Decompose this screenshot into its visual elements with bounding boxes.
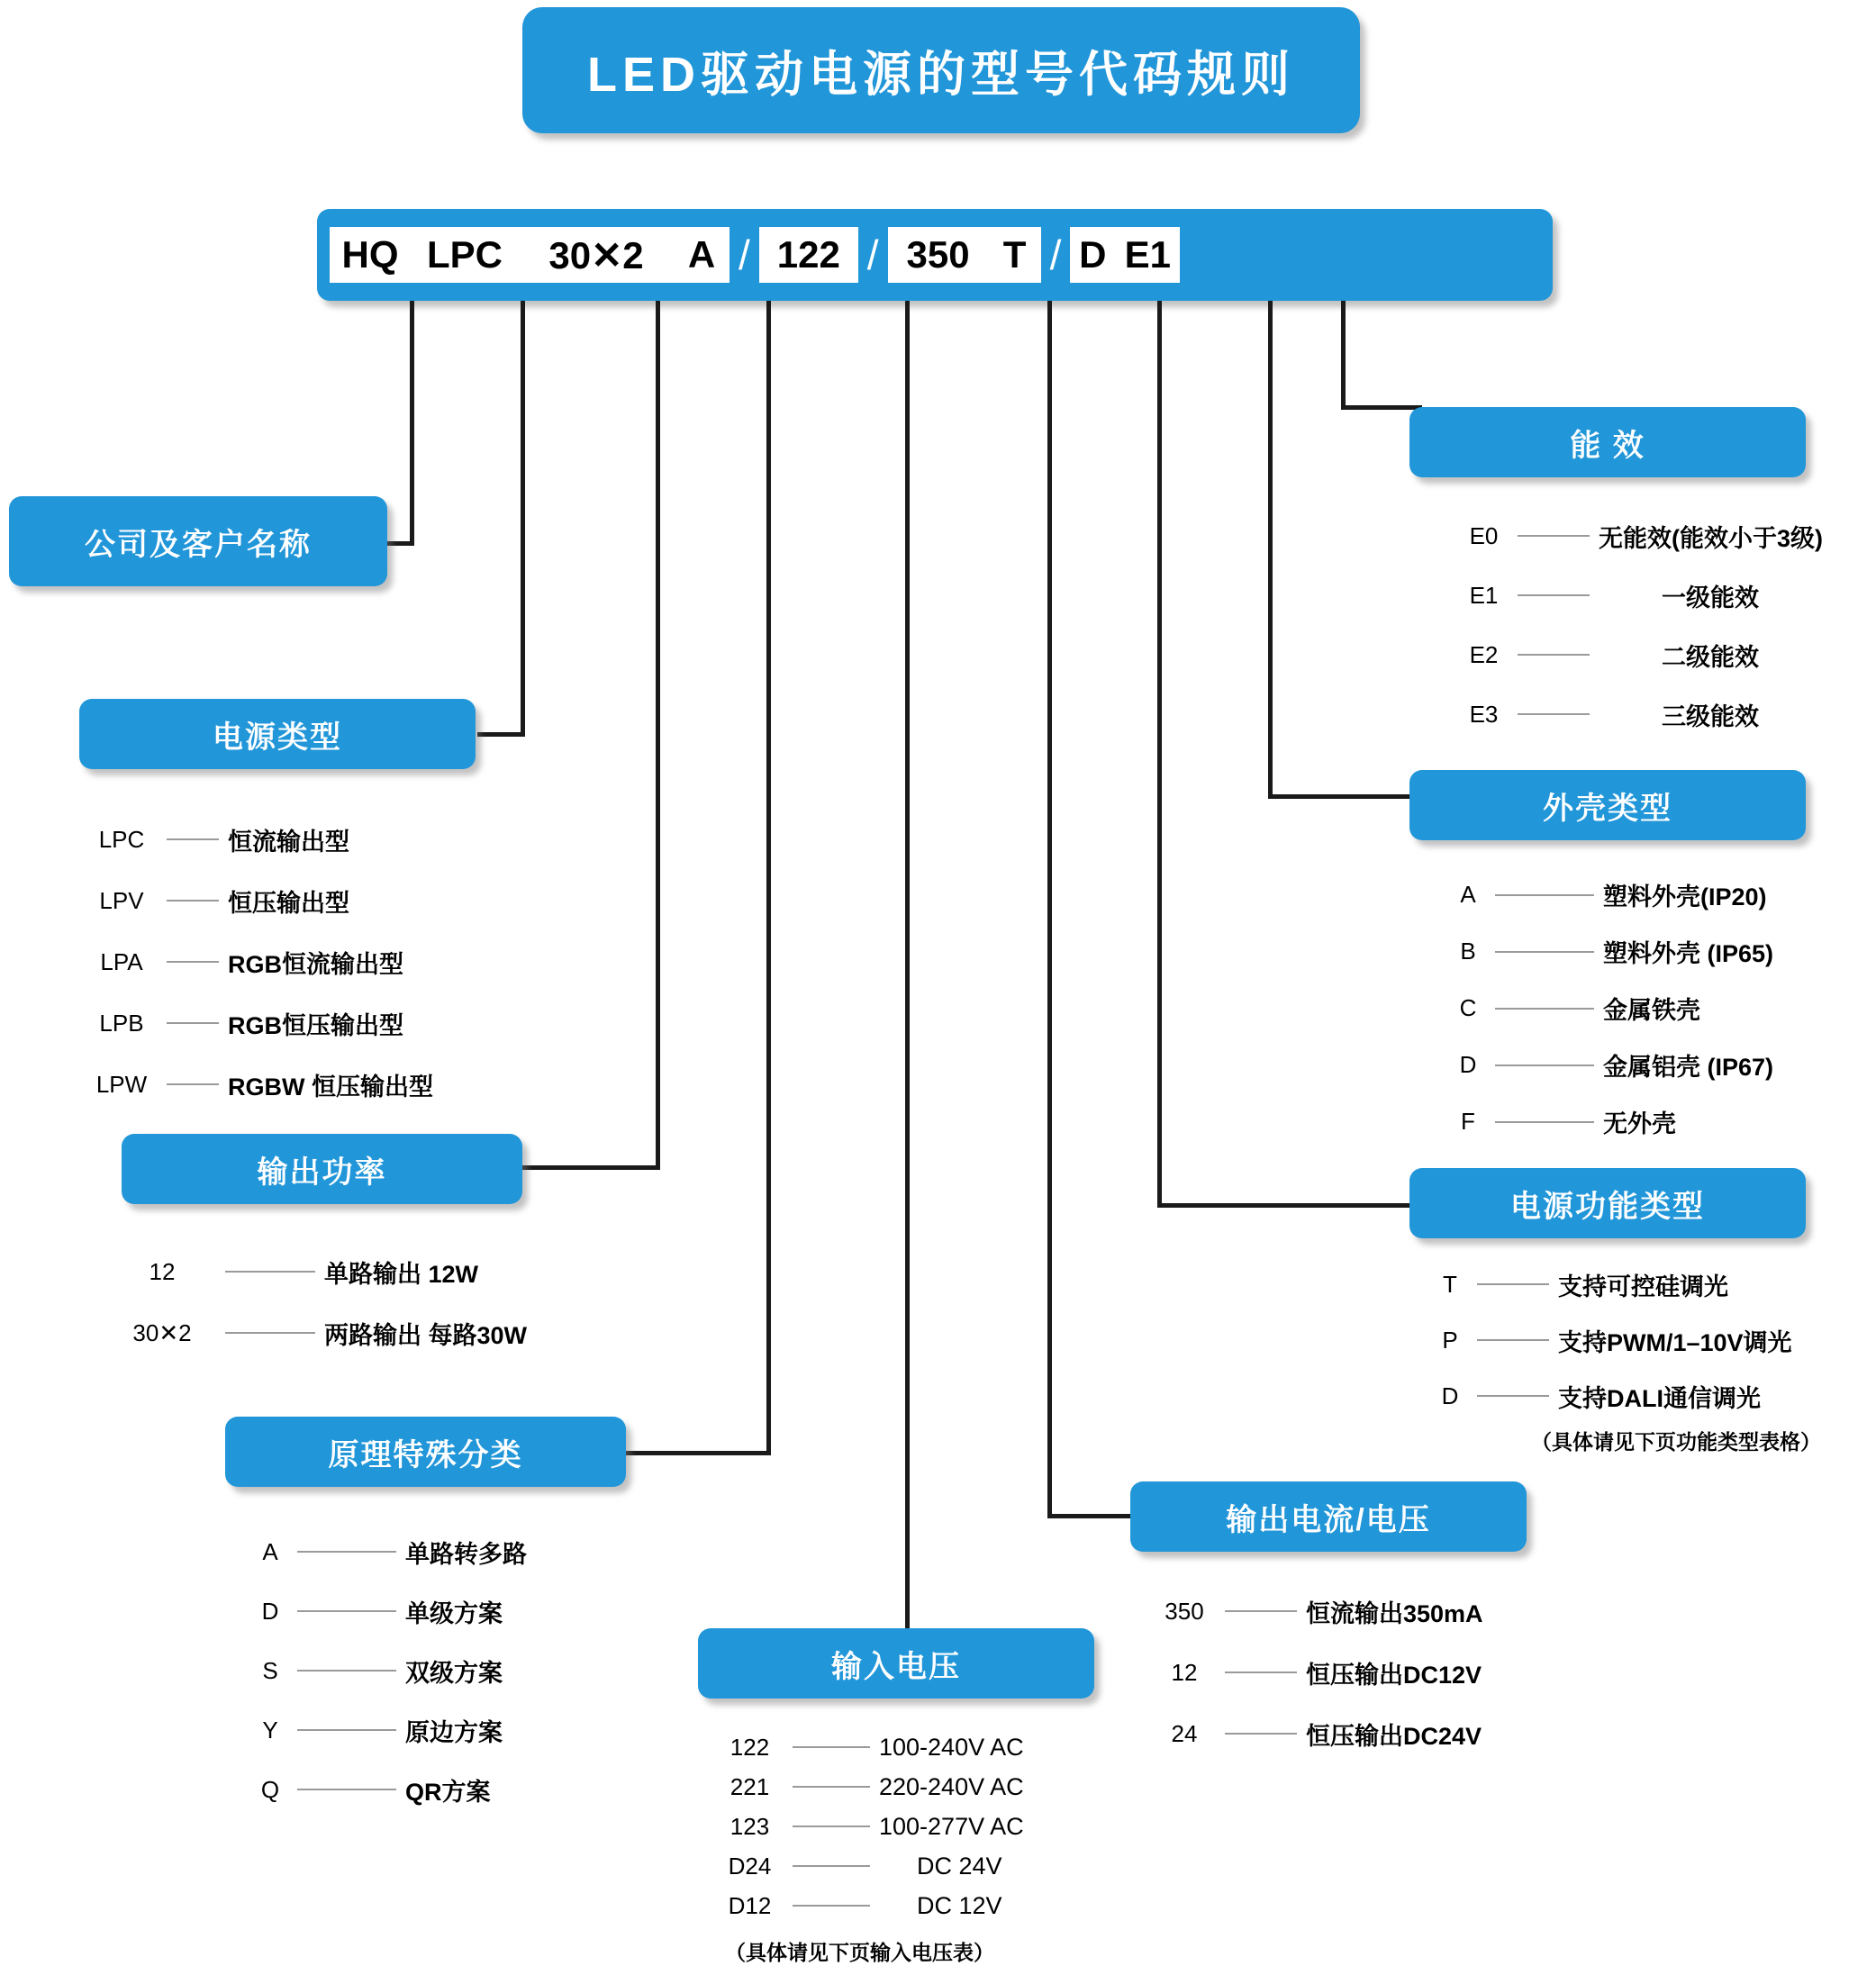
legend-row xyxy=(1432,1256,1821,1312)
legend-key: LPV xyxy=(99,886,144,914)
legend-row xyxy=(1450,980,1773,1037)
legend-row xyxy=(716,1846,1024,1886)
legend-row xyxy=(86,870,433,931)
legend-dash xyxy=(297,1729,396,1731)
legend-key: S xyxy=(262,1656,278,1684)
legend-row xyxy=(1153,1581,1483,1642)
legend-row xyxy=(716,1886,1024,1925)
legend-row xyxy=(1459,506,1823,566)
legend-row xyxy=(1450,1093,1773,1150)
legend-efficiency xyxy=(1459,506,1823,744)
section-title-input-voltage-text: 输入电压 xyxy=(831,1649,961,1684)
legend-dash xyxy=(167,838,219,840)
section-title-housing-text: 外壳类型 xyxy=(1543,791,1672,826)
legend-row xyxy=(252,1760,527,1819)
legend-dash xyxy=(1518,713,1590,715)
section-title-function-type xyxy=(1409,1168,1806,1238)
legend-key: A xyxy=(1460,881,1476,908)
legend-dash xyxy=(225,1332,315,1334)
section-title-output-current-text: 输出电流/电压 xyxy=(1226,1502,1431,1537)
legend-row xyxy=(108,1241,527,1302)
legend-key: LPA xyxy=(100,947,143,975)
code-cell-principle: A xyxy=(674,227,730,283)
diagram-title xyxy=(522,7,1360,133)
legend-function-type xyxy=(1432,1256,1821,1455)
legend-value: 单级方案 xyxy=(405,1599,503,1627)
connector-power-type-v xyxy=(521,301,525,735)
legend-dash xyxy=(167,961,219,963)
legend-value: 支持可控硅调光 xyxy=(1558,1273,1728,1300)
model-code-strip xyxy=(317,209,1553,301)
legend-dash xyxy=(1495,1008,1594,1010)
code-cell-input-voltage: 122 xyxy=(759,227,858,283)
legend-output-power xyxy=(108,1241,527,1363)
legend-dash xyxy=(1518,535,1590,537)
legend-row xyxy=(86,809,433,870)
legend-key: 12 xyxy=(149,1257,176,1285)
legend-value: 一级能效 xyxy=(1662,584,1759,612)
legend-output-current xyxy=(1153,1581,1483,1764)
connector-principle-v xyxy=(766,301,771,1454)
diagram-title-text: LED驱动电源的型号代码规则 xyxy=(587,47,1295,102)
section-title-principle xyxy=(225,1417,626,1487)
legend-dash xyxy=(793,1786,870,1788)
code-cell-output-power: 30✕2 xyxy=(519,227,674,283)
connector-housing-h xyxy=(1268,794,1412,799)
legend-value: 两路输出 每路30W xyxy=(324,1321,528,1349)
section-title-input-voltage xyxy=(698,1628,1094,1699)
legend-dash xyxy=(793,1905,870,1907)
connector-output-current-v xyxy=(1047,301,1052,1517)
legend-key: 30✕2 xyxy=(132,1318,192,1346)
legend-value: 单路输出 12W xyxy=(324,1260,479,1288)
section-title-power-type xyxy=(79,699,476,769)
legend-key: D24 xyxy=(728,1852,772,1880)
code-separator-1: / xyxy=(739,231,750,278)
legend-dash xyxy=(167,1083,219,1085)
legend-key: E2 xyxy=(1469,640,1499,668)
legend-value: 恒压输出型 xyxy=(228,889,349,917)
legend-row xyxy=(1450,923,1773,980)
legend-row xyxy=(252,1641,527,1700)
legend-value: 双级方案 xyxy=(405,1659,503,1687)
legend-row xyxy=(1450,1037,1773,1093)
legend-value: DC 24V xyxy=(917,1852,1002,1880)
legend-key: P xyxy=(1442,1326,1458,1354)
code-cell-power-type: LPC xyxy=(411,227,519,283)
legend-key: LPC xyxy=(98,825,145,853)
legend-value: 金属铝壳 (IP67) xyxy=(1603,1054,1774,1081)
legend-value: 恒压输出DC12V xyxy=(1306,1661,1482,1689)
connector-function-type-h xyxy=(1157,1203,1409,1208)
legend-dash xyxy=(793,1746,870,1748)
section-title-output-current xyxy=(1130,1481,1527,1552)
legend-key: F xyxy=(1461,1108,1475,1135)
connector-housing-v xyxy=(1268,301,1273,798)
legend-key: D xyxy=(261,1597,279,1625)
legend-row xyxy=(1153,1642,1483,1703)
section-title-power-type-text: 电源类型 xyxy=(213,720,342,755)
legend-key: 350 xyxy=(1165,1597,1204,1625)
legend-value: 支持PWM/1–10V调光 xyxy=(1558,1328,1792,1356)
code-separator-3: / xyxy=(1049,231,1062,278)
connector-function-type-v xyxy=(1157,301,1162,1207)
legend-value: RGB恒流输出型 xyxy=(228,950,403,978)
legend-row xyxy=(1432,1368,1821,1424)
legend-row xyxy=(86,1054,433,1115)
legend-key: D xyxy=(1459,1051,1477,1078)
legend-value: 恒流输出型 xyxy=(228,828,349,856)
legend-row xyxy=(252,1522,527,1581)
legend-key: 221 xyxy=(730,1772,770,1800)
legend-row xyxy=(1153,1703,1483,1764)
connector-output-power-v xyxy=(656,301,660,1168)
legend-dash xyxy=(1477,1339,1549,1341)
legend-row xyxy=(716,1727,1024,1767)
legend-dash xyxy=(1495,894,1594,896)
legend-dash xyxy=(297,1789,396,1790)
legend-key: LPB xyxy=(99,1009,144,1037)
section-title-company xyxy=(9,496,387,586)
legend-key: 122 xyxy=(730,1733,770,1761)
legend-value: 二级能效 xyxy=(1662,643,1759,671)
legend-dash xyxy=(793,1826,870,1827)
legend-value: 单路转多路 xyxy=(405,1540,527,1568)
legend-dash xyxy=(1225,1733,1297,1735)
connector-efficiency-h xyxy=(1341,405,1422,410)
section-title-function-type-text: 电源功能类型 xyxy=(1510,1189,1705,1224)
legend-dash xyxy=(297,1610,396,1612)
legend-value: 原边方案 xyxy=(405,1718,503,1746)
legend-row xyxy=(716,1767,1024,1807)
legend-value: QR方案 xyxy=(405,1778,491,1806)
code-cell-function-type: T xyxy=(989,227,1041,283)
legend-dash xyxy=(167,900,219,901)
code-cell-housing: D xyxy=(1070,227,1115,283)
legend-key: LPW xyxy=(95,1070,148,1098)
legend-dash xyxy=(1225,1672,1297,1673)
legend-value: RGBW 恒压输出型 xyxy=(228,1073,433,1101)
legend-row xyxy=(1459,566,1823,625)
code-cell-output-current: 350 xyxy=(888,227,989,283)
section-title-company-text: 公司及客户名称 xyxy=(85,527,312,562)
legend-key: Q xyxy=(260,1775,280,1803)
legend-row xyxy=(252,1700,527,1760)
legend-row xyxy=(1432,1312,1821,1368)
section-title-efficiency xyxy=(1409,407,1806,477)
legend-value: 220-240V AC xyxy=(879,1772,1024,1800)
legend-value: 恒流输出350mA xyxy=(1306,1599,1483,1627)
section-title-efficiency-text: 能 效 xyxy=(1570,428,1645,463)
legend-value: DC 12V xyxy=(917,1891,1002,1919)
legend-dash xyxy=(167,1022,219,1024)
legend-dash xyxy=(1225,1610,1297,1612)
legend-key: B xyxy=(1460,938,1476,965)
legend-dash xyxy=(1477,1283,1549,1285)
code-cell-company: HQ xyxy=(330,227,411,283)
legend-value: 支持DALI通信调光 xyxy=(1558,1384,1761,1412)
legend-key: D12 xyxy=(728,1891,772,1919)
legend-dash xyxy=(1477,1395,1549,1397)
legend-key: E0 xyxy=(1469,521,1499,549)
legend-power-type xyxy=(86,809,433,1115)
section-title-housing xyxy=(1409,770,1806,840)
legend-input-voltage xyxy=(716,1727,1024,1966)
connector-input-voltage-v xyxy=(905,301,910,1662)
legend-note-input-voltage: （具体请见下页输入电压表） xyxy=(725,1941,994,1964)
legend-key: 24 xyxy=(1171,1719,1198,1747)
connector-power-type-h xyxy=(477,732,525,737)
legend-value: 无外壳 xyxy=(1603,1110,1676,1137)
legend-dash xyxy=(1518,654,1590,656)
legend-key: D xyxy=(1441,1382,1459,1409)
section-title-output-power xyxy=(122,1134,522,1204)
legend-value: 金属铁壳 xyxy=(1603,997,1700,1024)
legend-row xyxy=(252,1581,527,1641)
legend-housing xyxy=(1450,866,1773,1150)
legend-principle xyxy=(252,1522,527,1819)
legend-dash xyxy=(297,1551,396,1553)
connector-output-current-h xyxy=(1047,1514,1137,1518)
legend-dash xyxy=(1495,1121,1594,1123)
legend-value: 100-277V AC xyxy=(879,1812,1024,1840)
legend-row xyxy=(1459,625,1823,684)
legend-note-function-type: （具体请见下页功能类型表格） xyxy=(1531,1430,1821,1454)
legend-value: 100-240V AC xyxy=(879,1733,1024,1761)
legend-row xyxy=(716,1807,1024,1846)
legend-key: E1 xyxy=(1469,581,1499,609)
legend-dash xyxy=(1518,594,1590,596)
connector-principle-h xyxy=(621,1451,771,1455)
legend-value: 塑料外壳 (IP65) xyxy=(1603,940,1774,967)
legend-row xyxy=(1450,866,1773,923)
legend-value: 三级能效 xyxy=(1662,702,1759,730)
legend-key: E3 xyxy=(1469,700,1499,728)
legend-dash xyxy=(297,1670,396,1672)
legend-dash xyxy=(1495,1065,1594,1066)
legend-dash xyxy=(225,1271,315,1273)
code-separator-2: / xyxy=(866,231,879,278)
legend-key: Y xyxy=(262,1716,278,1744)
legend-row xyxy=(1459,684,1823,744)
connector-efficiency-v xyxy=(1341,301,1346,409)
legend-dash xyxy=(1495,951,1594,953)
legend-key: 12 xyxy=(1171,1658,1198,1686)
legend-key: T xyxy=(1443,1270,1457,1298)
legend-value: 恒压输出DC24V xyxy=(1306,1722,1482,1750)
legend-value: 无能效(能效小于3级) xyxy=(1599,524,1823,552)
legend-key: A xyxy=(262,1537,278,1565)
connector-output-power-h xyxy=(521,1165,660,1170)
legend-row xyxy=(86,931,433,992)
section-title-output-power-text: 输出功率 xyxy=(257,1155,387,1190)
legend-dash xyxy=(793,1865,870,1867)
legend-value: RGB恒压输出型 xyxy=(228,1011,403,1039)
section-title-principle-text: 原理特殊分类 xyxy=(328,1437,523,1472)
connector-company-v xyxy=(410,301,414,544)
code-cell-efficiency: E1 xyxy=(1115,227,1180,283)
legend-row xyxy=(108,1302,527,1363)
legend-row xyxy=(86,992,433,1054)
legend-key: 123 xyxy=(730,1812,770,1840)
legend-value: 塑料外壳(IP20) xyxy=(1603,883,1767,910)
legend-key: C xyxy=(1459,994,1477,1021)
